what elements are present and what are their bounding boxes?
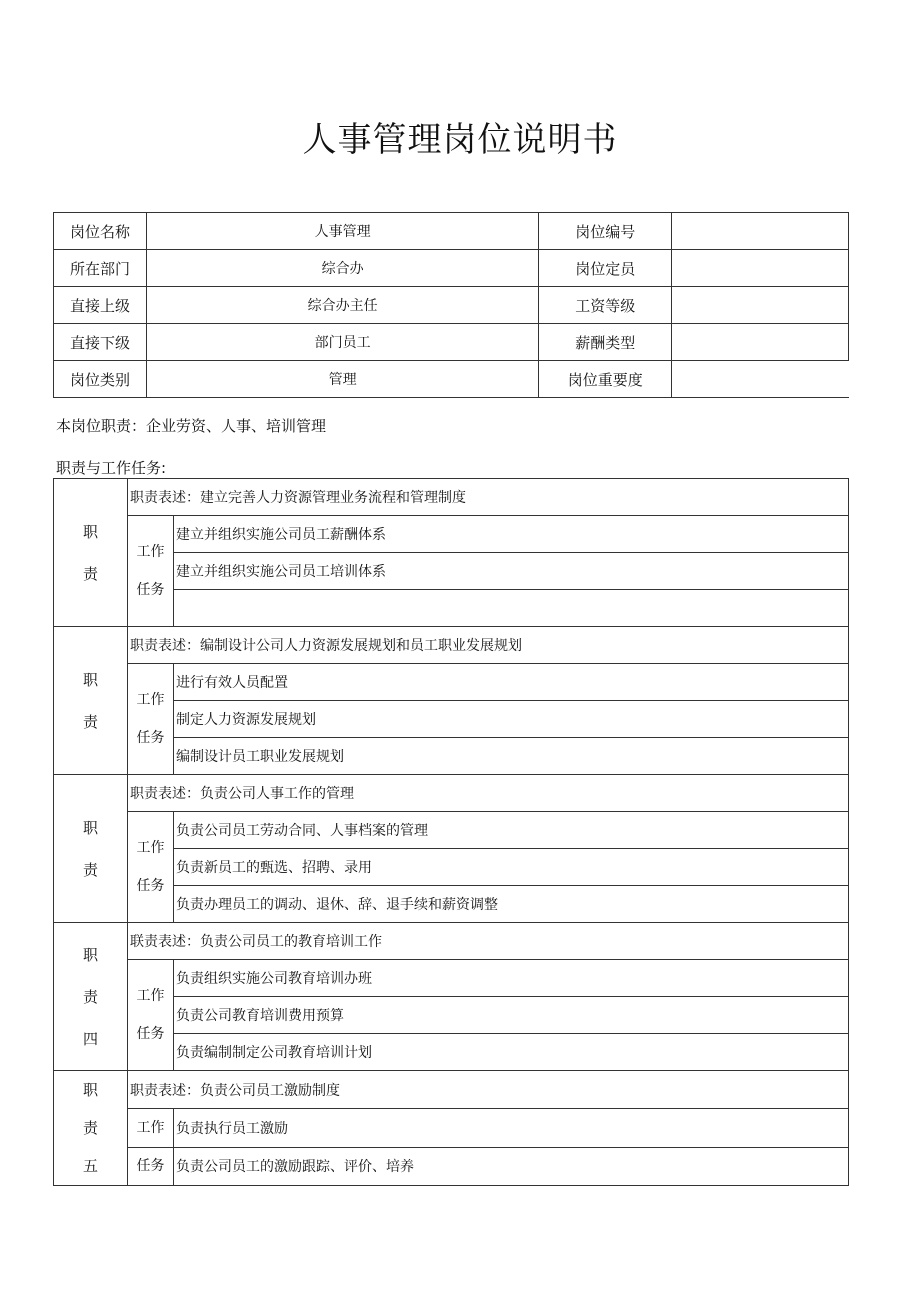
info-label: 岗位编号 bbox=[539, 213, 672, 250]
section-heading: 职责与工作任务: bbox=[56, 459, 167, 477]
task-item: 编制设计员工职业发展规划 bbox=[174, 738, 849, 775]
task-row bbox=[54, 1109, 849, 1147]
task-item bbox=[174, 590, 849, 627]
info-value-empty bbox=[672, 361, 849, 398]
task-row bbox=[54, 738, 849, 775]
task-item: 负责公司教育培训费用预算 bbox=[174, 997, 849, 1034]
task-row bbox=[54, 1034, 849, 1071]
info-label: 薪酬类型 bbox=[539, 324, 672, 361]
task-row bbox=[54, 997, 849, 1034]
task-row bbox=[54, 516, 849, 553]
info-row bbox=[54, 213, 849, 250]
info-value-empty bbox=[672, 213, 849, 250]
responsibility-desc: 职责表述：建立完善人力资源管理业务流程和管理制度 bbox=[128, 479, 849, 516]
responsibility-desc: 联责表述：负责公司员工的教育培训工作 bbox=[128, 923, 849, 960]
info-value-empty bbox=[672, 287, 849, 324]
responsibility-label: 职 责 bbox=[54, 627, 128, 775]
info-value-empty bbox=[672, 250, 849, 287]
task-item: 负责办理员工的调动、退休、辞、退手续和薪资调整 bbox=[174, 886, 849, 923]
info-label: 岗位类别 bbox=[54, 361, 147, 398]
task-row bbox=[54, 960, 849, 997]
task-item: 负责编制制定公司教育培训计划 bbox=[174, 1034, 849, 1071]
task-label: 工作 任务 bbox=[128, 812, 174, 923]
info-row bbox=[54, 287, 849, 324]
task-item: 建立并组织实施公司员工培训体系 bbox=[174, 553, 849, 590]
task-row bbox=[54, 553, 849, 590]
task-row bbox=[54, 886, 849, 923]
info-value-empty bbox=[672, 324, 849, 361]
task-row bbox=[54, 590, 849, 627]
responsibility-desc-row bbox=[54, 627, 849, 664]
task-label: 工作 任务 bbox=[128, 516, 174, 627]
responsibility-desc-row bbox=[54, 479, 849, 516]
responsibility-desc-row bbox=[54, 1071, 849, 1109]
info-label: 岗位重要度 bbox=[539, 361, 672, 398]
info-value: 综合办 bbox=[146, 250, 538, 287]
responsibility-desc: 职责表述：负责公司人事工作的管理 bbox=[128, 775, 849, 812]
task-row bbox=[54, 849, 849, 886]
task-row bbox=[54, 664, 849, 701]
responsibility-label: 职 责 bbox=[54, 479, 128, 627]
responsibility-desc-row bbox=[54, 923, 849, 960]
page-title: 人事管理岗位说明书 bbox=[302, 120, 618, 160]
task-label: 工作 bbox=[128, 1109, 174, 1147]
task-item: 负责公司员工的激励跟踪、评价、培养 bbox=[174, 1147, 849, 1185]
responsibility-desc-row bbox=[54, 775, 849, 812]
info-label: 直接下级 bbox=[54, 324, 147, 361]
info-row bbox=[54, 324, 849, 361]
task-item: 负责新员工的甄选、招聘、录用 bbox=[174, 849, 849, 886]
position-summary: 本岗位职责：企业劳资、人事、培训管理 bbox=[56, 417, 327, 435]
task-item: 建立并组织实施公司员工薪酬体系 bbox=[174, 516, 849, 553]
task-label: 工作 任务 bbox=[128, 960, 174, 1071]
info-value: 综合办主任 bbox=[146, 287, 538, 324]
info-value: 部门员工 bbox=[146, 324, 538, 361]
task-item: 制定人力资源发展规划 bbox=[174, 701, 849, 738]
task-item: 进行有效人员配置 bbox=[174, 664, 849, 701]
task-label: 工作 任务 bbox=[128, 664, 174, 775]
responsibility-label: 职 责 四 bbox=[54, 923, 128, 1071]
info-label: 岗位定员 bbox=[539, 250, 672, 287]
info-row bbox=[54, 250, 849, 287]
responsibility-label: 职 责 bbox=[54, 775, 128, 923]
info-value: 人事管理 bbox=[146, 213, 538, 250]
responsibility-desc: 职责表述：负责公司员工激励制度 bbox=[128, 1071, 849, 1109]
task-item: 负责组织实施公司教育培训办班 bbox=[174, 960, 849, 997]
info-label: 工资等级 bbox=[539, 287, 672, 324]
info-label: 直接上级 bbox=[54, 287, 147, 324]
task-item: 负责执行员工激励 bbox=[174, 1109, 849, 1147]
task-label: 任务 bbox=[128, 1147, 174, 1185]
position-info-table bbox=[53, 212, 849, 398]
info-value: 管理 bbox=[146, 361, 538, 398]
task-row bbox=[54, 1147, 849, 1185]
info-label: 岗位名称 bbox=[54, 213, 147, 250]
task-item: 负责公司员工劳动合同、人事档案的管理 bbox=[174, 812, 849, 849]
task-row bbox=[54, 812, 849, 849]
responsibility-label: 职 责 五 bbox=[54, 1071, 128, 1186]
responsibilities-table bbox=[53, 478, 849, 1186]
responsibility-desc: 职责表述：编制设计公司人力资源发展规划和员工职业发展规划 bbox=[128, 627, 849, 664]
task-row bbox=[54, 701, 849, 738]
info-label: 所在部门 bbox=[54, 250, 147, 287]
info-row bbox=[54, 361, 849, 398]
